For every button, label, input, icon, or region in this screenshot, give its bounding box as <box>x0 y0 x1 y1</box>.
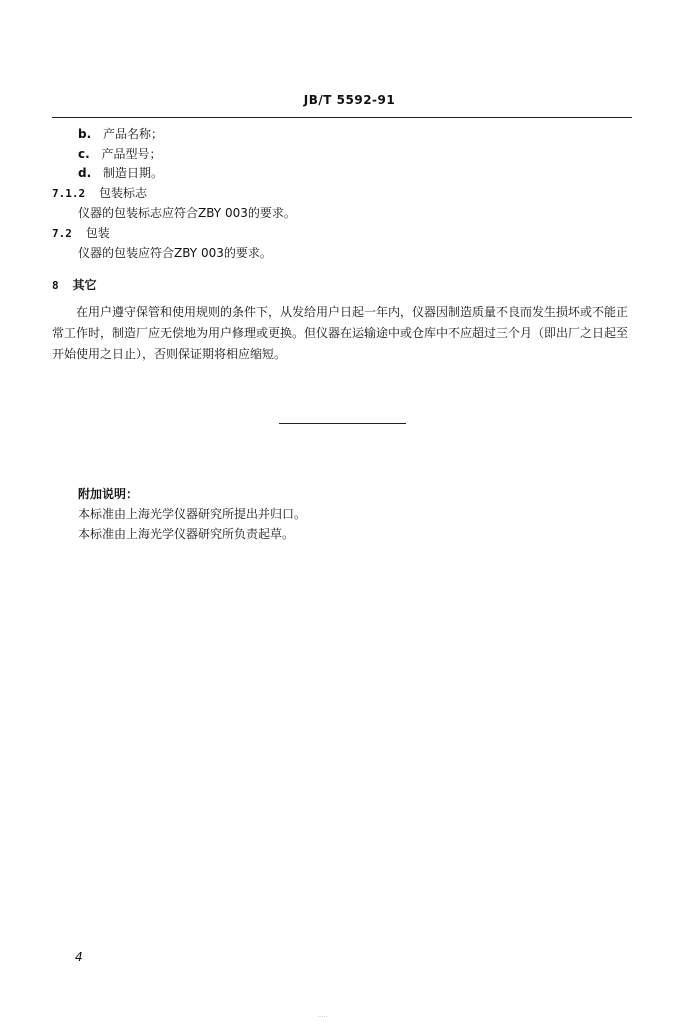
section-title: 包装标志 <box>98 186 147 200</box>
section-number: 7.1.2 <box>52 187 86 200</box>
section-title: 其它 <box>72 278 97 292</box>
section-heading-7-2 <box>52 226 110 241</box>
list-item-b <box>78 127 163 141</box>
section-number: 7.2 <box>52 227 72 240</box>
list-letter: d. <box>78 166 92 180</box>
list-letter: b. <box>78 127 92 141</box>
section-heading-8 <box>52 278 96 293</box>
appendix-line: 本标准由上海光学仪器研究所负责起草。 <box>78 527 295 541</box>
document-header: JB/T 5592-91 <box>303 93 396 107</box>
end-divider <box>279 423 406 424</box>
list-item-c <box>78 147 162 161</box>
appendix-line: 本标准由上海光学仪器研究所提出并归口。 <box>78 507 307 521</box>
list-letter: c. <box>78 147 90 161</box>
section-body-7-2: 仪器的包装应符合ZBY 003的要求。 <box>78 246 272 260</box>
appendix-title: 附加说明： <box>78 487 139 501</box>
section-body-8: 在用户遵守保管和使用规则的条件下，从发给用户日起一年内，仪器因制造质量不良而发生损坏或不能正常工作时，制造厂应无偿地为用户修理或更换。但仪器在运输途中或仓库中不应超过三个月（即出厂之日起至开始使用之日止），否则保证期将相应缩短。 <box>52 305 629 361</box>
section-heading-7-1-2 <box>52 186 147 201</box>
section-body-7-1-2: 仪器的包装标志应符合ZBY 003的要求。 <box>78 206 296 220</box>
section-title: 包装 <box>85 226 110 240</box>
list-item-d <box>78 166 163 180</box>
footer-mark: ····· <box>318 1014 328 1021</box>
section-number: 8 <box>52 279 59 292</box>
page-number: 4 <box>75 950 83 964</box>
header-divider <box>52 117 632 118</box>
list-text: 产品型号； <box>101 147 162 161</box>
list-text: 制造日期。 <box>102 166 163 180</box>
list-text: 产品名称； <box>102 127 163 141</box>
